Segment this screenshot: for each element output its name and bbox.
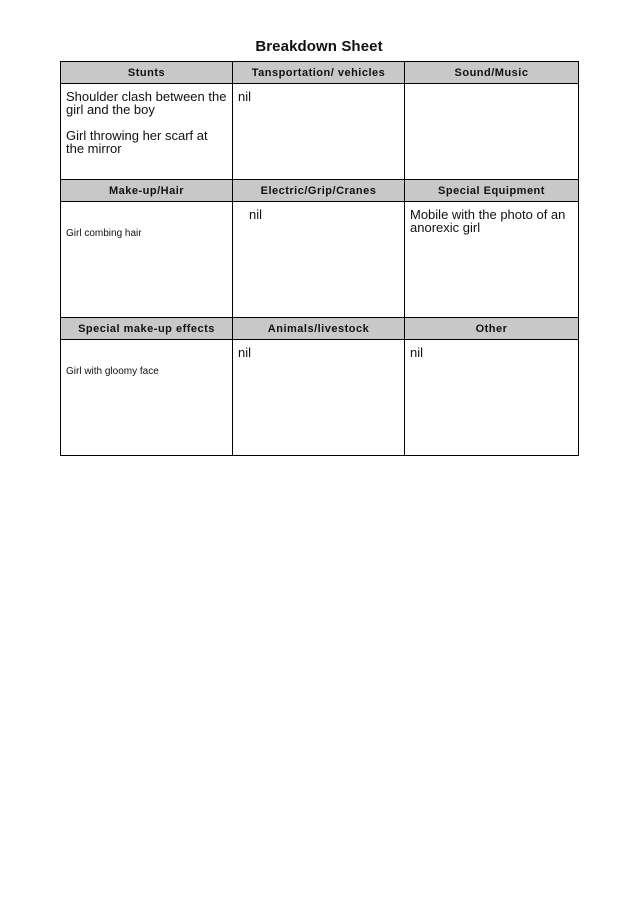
header-row-1	[61, 62, 579, 84]
transport-value: nil	[238, 89, 252, 104]
cell-special-equipment	[405, 202, 579, 318]
effects-value: Girl with gloomy face	[66, 366, 159, 377]
header-row-3	[61, 318, 579, 340]
cell-sound-music	[405, 84, 579, 180]
other-value: nil	[410, 345, 424, 360]
content-row-2	[61, 202, 579, 318]
content-row-1	[61, 84, 579, 180]
header-stunts: Stunts	[61, 62, 233, 84]
header-special-equipment: Special Equipment	[405, 180, 579, 202]
header-electric-grip: Electric/Grip/Cranes	[233, 180, 405, 202]
cell-other	[405, 340, 579, 456]
equipment-value: Mobile with the photo of an anorexic girl	[410, 207, 566, 235]
header-other: Other	[405, 318, 579, 340]
stunt-item: Shoulder clash between the girl and the boy	[66, 89, 227, 117]
stunt-item: Girl throwing her scarf at the mirror	[66, 128, 208, 156]
cell-special-makeup-effects	[61, 340, 233, 456]
content-row-3	[61, 340, 579, 456]
header-special-makeup-effects: Special make-up effects	[61, 318, 233, 340]
electric-value: nil	[249, 207, 263, 222]
breakdown-table	[60, 61, 579, 456]
cell-transportation	[233, 84, 405, 180]
header-makeup-hair: Make-up/Hair	[61, 180, 233, 202]
header-animals-livestock: Animals/livestock	[233, 318, 405, 340]
header-row-2	[61, 180, 579, 202]
animals-value: nil	[238, 345, 252, 360]
cell-animals-livestock	[233, 340, 405, 456]
header-sound-music: Sound/Music	[405, 62, 579, 84]
cell-makeup-hair	[61, 202, 233, 318]
header-transportation: Tansportation/ vehicles	[233, 62, 405, 84]
page-title: Breakdown Sheet	[255, 38, 383, 55]
cell-electric-grip	[233, 202, 405, 318]
makeup-value: Girl combing hair	[66, 228, 142, 239]
cell-stunts	[61, 84, 233, 180]
